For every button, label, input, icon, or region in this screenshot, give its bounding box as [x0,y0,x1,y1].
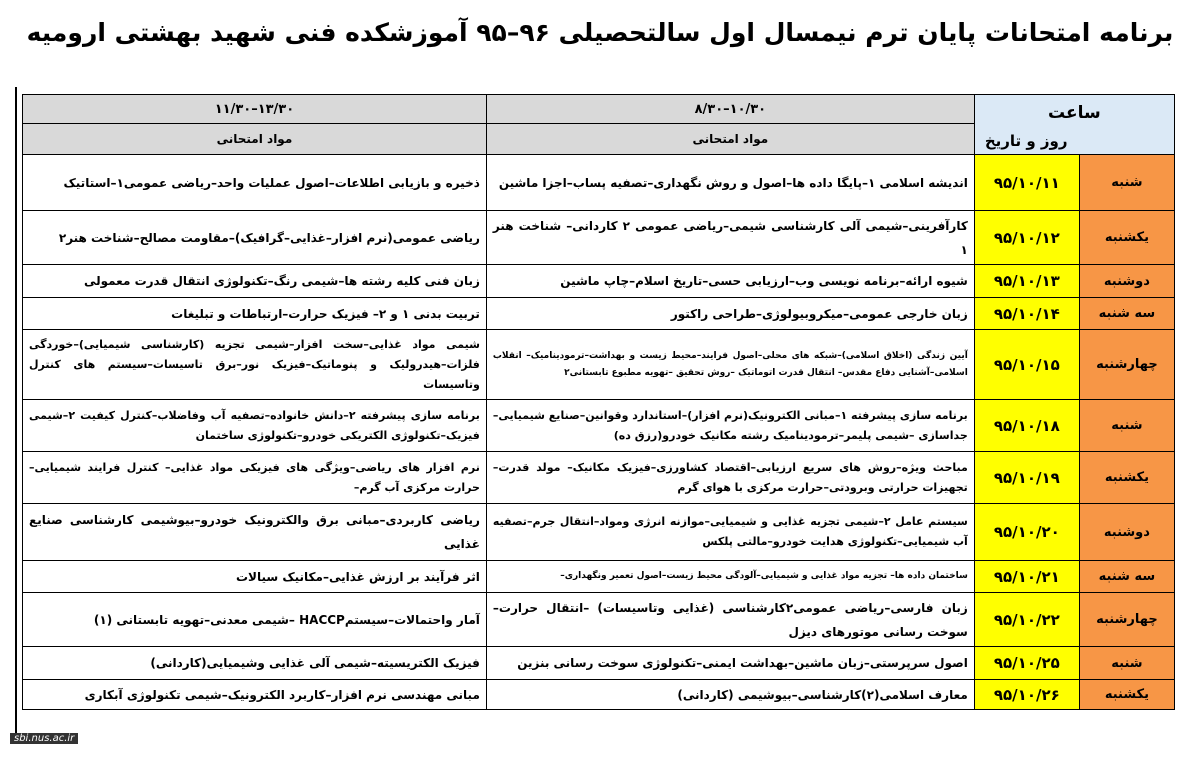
page-title: برنامه امتحانات پایان ترم نیمسال اول سالتحصیلی ۹۶–۹۵ آموزشکده فنی شهید بهشتی ارومیه [26,18,1174,47]
row-date: ۹۵/۱۰/۱۹ [974,452,1079,504]
header-slot1-subjects: مواد امتحانی [486,124,974,155]
watermark-url: sbi.nus.ac.ir [10,733,78,744]
row-date: ۹۵/۱۰/۱۱ [974,155,1079,211]
row-day: شنبه [1079,647,1174,680]
row-date: ۹۵/۱۰/۲۲ [974,593,1079,647]
header-slot1-range: ۸/۳۰–۱۰/۳۰ [486,95,974,124]
row-slot2: شیمی مواد غذایی–سخت افزار–شیمی تجزیه (کارشناسی شیمیایی)–خوردگی فلزات–هیدرولیک و پنوماتیک–فیزیک نور–برق تاسیسات–سیستم های کنترل وتاسیسات [23,330,487,400]
row-slot2: فیزیک الکتریسیته–شیمی آلی غذایی وشیمیایی(کاردانی) [23,647,487,680]
row-slot1: کارآفرینی–شیمی آلی کارشناسی شیمی–ریاضی عمومی ۲ کاردانی– شناخت هنر ۱ [486,211,974,265]
table-row [23,452,1175,504]
row-date: ۹۵/۱۰/۲۰ [974,504,1079,561]
row-date: ۹۵/۱۰/۱۲ [974,211,1079,265]
row-day: یکشنبه [1079,211,1174,265]
row-slot1: سیستم عامل ۲–شیمی تجزیه غذایی و شیمیایی–موازنه انرژی ومواد–انتقال جرم–تصفیه آب شیمیایی–تکنولوژی هدایت خودرو–مالتی پلکس [486,504,974,561]
row-slot1: برنامه سازی پیشرفته ۱–مبانی الکترونیک(نرم افزار)–استاندارد وقوانین–صنایع شیمیایی–جداسازی –شیمی پلیمر–ترمودینامیک رشته مکانیک خودرو(رزق ده) [486,400,974,452]
table-row [23,504,1175,561]
row-slot2: ریاضی کاربردی–مبانی برق والکترونیک خودرو–بیوشیمی کارشناسی صنایع غذایی [23,504,487,561]
table-row [23,298,1175,330]
row-slot2: مبانی مهندسی نرم افزار–کاربرد الکترونیک–شیمی تکنولوژی آبکاری [23,680,487,710]
row-slot1: زبان فارسی–ریاضی عمومی۲کارشناسی (غذایی وتاسیسات) –انتقال حرارت– سوخت رسانی موتورهای دیزل [486,593,974,647]
table-row [23,561,1175,593]
row-slot1: ساختمان داده ها– تجزیه مواد غذایی و شیمیایی–آلودگی محیط زیست–اصول تعمیر ونگهداری– [486,561,974,593]
row-slot1: اصول سرپرستی–زبان ماشین–بهداشت ایمنی–تکنولوژی سوخت رسانی بنزین [486,647,974,680]
row-date: ۹۵/۱۰/۲۱ [974,561,1079,593]
row-slot1: معارف اسلامی(۲)کارشناسی–بیوشیمی (کاردانی) [486,680,974,710]
header-slot2-range: ۱۱/۳۰–۱۳/۳۰ [23,95,487,124]
row-day: یکشنبه [1079,680,1174,710]
row-day: چهارشنبه [1079,330,1174,400]
row-slot1: زبان خارجی عمومی–میکروبیولوژی–طراحی راکتور [486,298,974,330]
row-slot2: برنامه سازی پیشرفته ۲–دانش خانواده–تصفیه آب وفاضلاب–کنترل کیفیت ۲–شیمی فیزیک–تکنولوژی الکتریکی خودرو–تکنولوژی ساختمان [23,400,487,452]
header-time-label: ساعت [1048,103,1101,123]
header-time-day [974,95,1174,155]
row-day: شنبه [1079,155,1174,211]
table-row [23,265,1175,298]
exam-schedule-table [22,94,1175,710]
row-slot2: تربیت بدنی ۱ و ۲– فیزیک حرارت–ارتباطات و تبلیغات [23,298,487,330]
table-row [23,211,1175,265]
table-row [23,593,1175,647]
row-day: سه شنبه [1079,561,1174,593]
row-slot2: زبان فنی کلیه رشته ها–شیمی رنگ–تکنولوژی انتقال قدرت معمولی [23,265,487,298]
row-date: ۹۵/۱۰/۲۵ [974,647,1079,680]
row-day: سه شنبه [1079,298,1174,330]
header-slot2-subjects: مواد امتحانی [23,124,487,155]
row-slot2: ریاضی عمومی(نرم افزار–غذایی–گرافیک)–مقاومت مصالح–شناخت هنر۲ [23,211,487,265]
row-date: ۹۵/۱۰/۱۸ [974,400,1079,452]
row-slot1: مباحث ویژه–روش های سریع ارزیابی–اقتصاد کشاورزی–فیزیک مکانیک– مولد قدرت–تجهیزات حرارتی وبرودتی–حرارت مرکزی با هوای گرم [486,452,974,504]
row-date: ۹۵/۱۰/۱۳ [974,265,1079,298]
row-date: ۹۵/۱۰/۲۶ [974,680,1079,710]
row-slot2: اثر فرآیند بر ارزش غذایی–مکانیک سیالات [23,561,487,593]
row-day: شنبه [1079,400,1174,452]
row-date: ۹۵/۱۰/۱۴ [974,298,1079,330]
table-row [23,400,1175,452]
row-slot2: نرم افزار های ریاضی–ویژگی های فیزیکی مواد غذایی– کنترل فرایند شیمیایی– حرارت مرکزی آب گرم– [23,452,487,504]
row-date: ۹۵/۱۰/۱۵ [974,330,1079,400]
table-row [23,680,1175,710]
table-row [23,647,1175,680]
row-slot2: ذخیره و بازیابی اطلاعات–اصول عملیات واحد–ریاضی عمومی۱–استاتیک [23,155,487,211]
row-slot1: شیوه ارائه–برنامه نویسی وب–ارزیابی حسی–تاریخ اسلام–چاپ ماشین [486,265,974,298]
row-slot2: آمار واحتمالات–سیستمHACCP –شیمی معدنی–تهویه تابستانی (۱) [23,593,487,647]
row-day: یکشنبه [1079,452,1174,504]
table-row [23,330,1175,400]
row-slot1: آیین زندگی (اخلاق اسلامی)–شبکه های محلی–اصول فرایند–محیط زیست و بهداشت–ترمودینامیک– انقلاب اسلامی–آشنایی دفاع مقدس– انتقال قدرت اتوماتیک –روش تحقیق –تهویه مطبوع تابستانی۲ [486,330,974,400]
row-slot1: اندیشه اسلامی ۱–پایگا داده ها–اصول و روش نگهداری–تصفیه پساب–اجزا ماشین [486,155,974,211]
table-row [23,155,1175,211]
row-day: دوشنبه [1079,265,1174,298]
header-day-date-label: روز و تاریخ [984,132,1068,150]
row-day: چهارشنبه [1079,593,1174,647]
row-day: دوشنبه [1079,504,1174,561]
